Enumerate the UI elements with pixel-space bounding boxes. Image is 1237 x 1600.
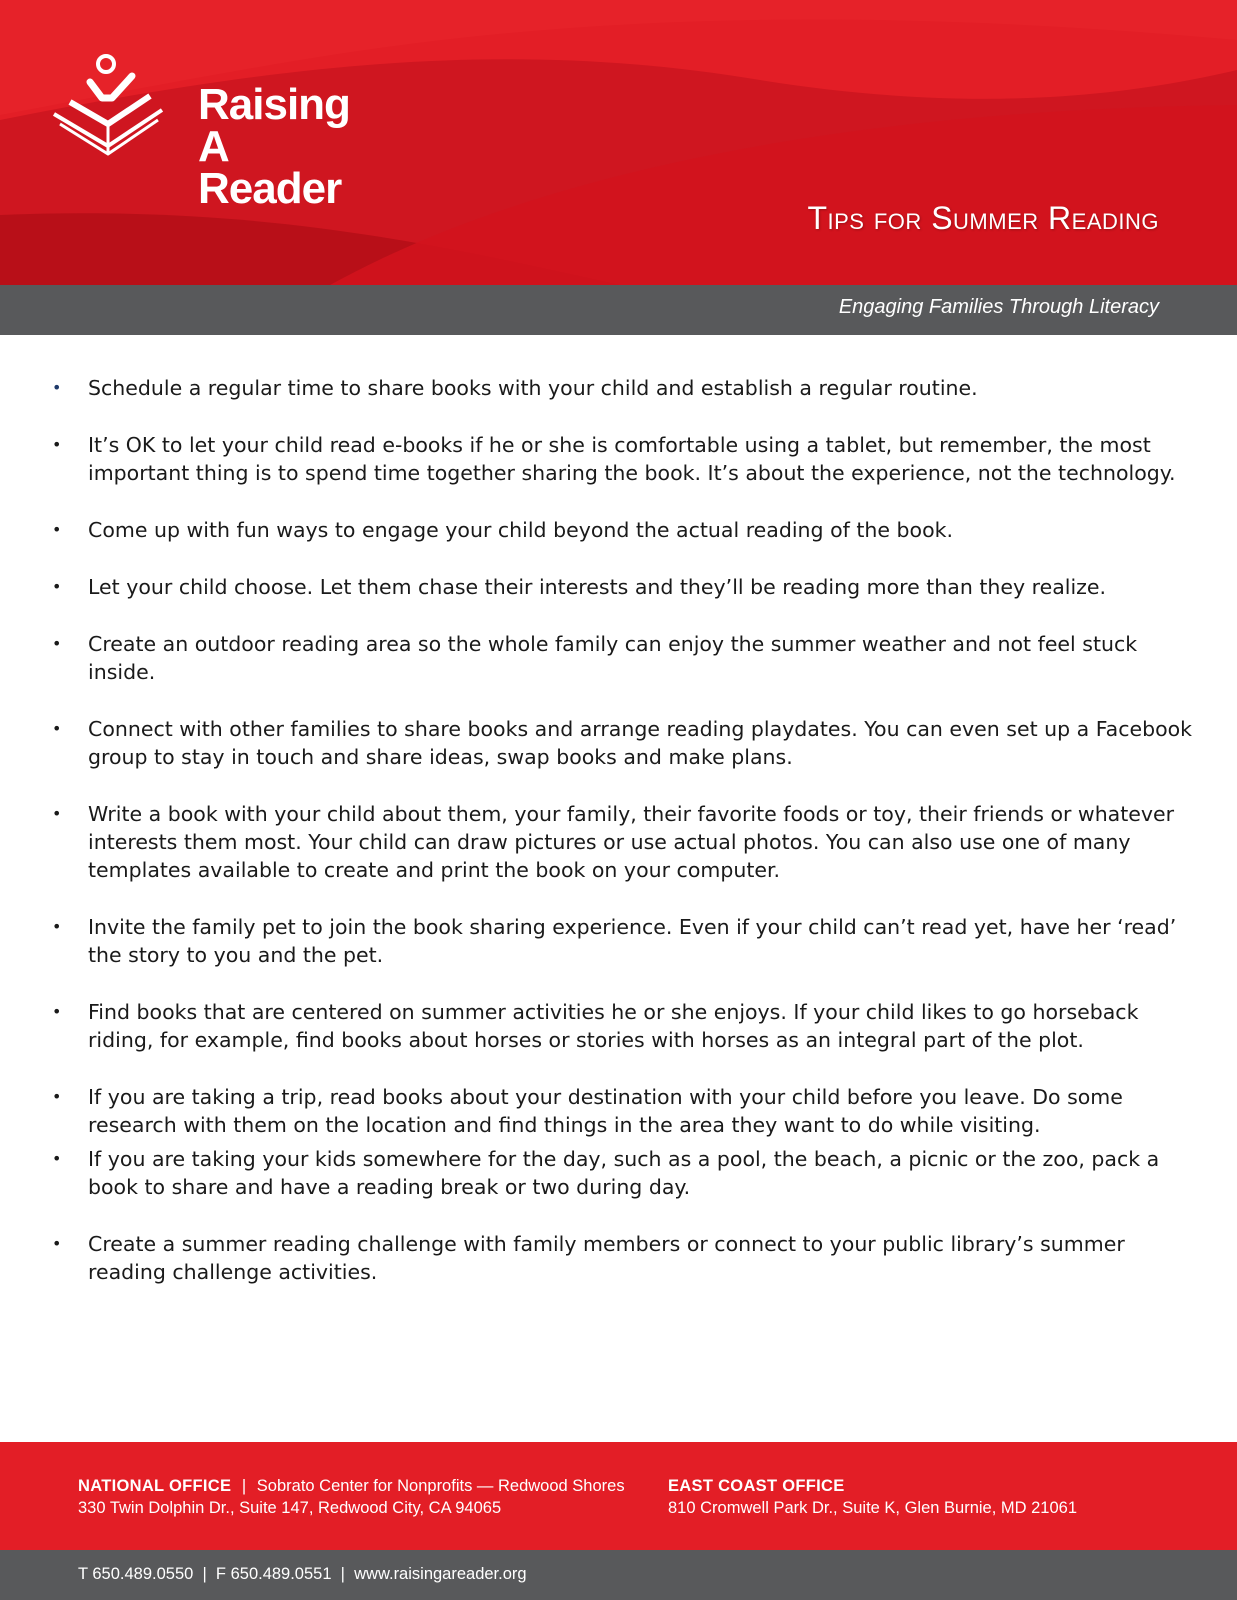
- logo-wordmark: [198, 80, 350, 213]
- raising-a-reader-logo: [50, 54, 350, 213]
- tip-text: Schedule a regular time to share books with your child and establish a regular routine.: [88, 376, 978, 400]
- tip-text: Write a book with your child about them, your family, their favorite foods or toy, their friends or whatever interests them most. Your child can draw pictures or use actual photos. You can also use one of many templates available to create and print the book on your computer.: [88, 802, 1175, 882]
- bullet-icon: [52, 1230, 72, 1258]
- bullet-icon: [52, 1145, 72, 1173]
- tagline-bar: [0, 285, 1237, 335]
- list-item: [52, 1083, 1202, 1139]
- bullet-icon: [52, 998, 72, 1026]
- list-item: [52, 913, 1202, 969]
- bullet-icon: [52, 913, 72, 941]
- page-title: Tips for Summer Reading: [807, 200, 1159, 236]
- tagline: Engaging Families Through Literacy: [838, 296, 1159, 318]
- contact-info: T 650.489.0550 | F 650.489.0551 | www.raisingareader.org: [78, 1565, 527, 1583]
- list-item: [52, 998, 1202, 1054]
- tip-text: Connect with other families to share books and arrange reading playdates. You can even set up a Facebook group to stay in touch and share ideas, swap books and make plans.: [88, 717, 1193, 769]
- tip-text: Come up with fun ways to engage your child beyond the actual reading of the book.: [88, 518, 953, 542]
- tip-text: Find books that are centered on summer activities he or she enjoys. If your child likes to go horseback riding, for example, find books about horses or stories with horses as an integral part of the plot.: [88, 1000, 1139, 1052]
- bullet-icon: [52, 573, 72, 601]
- list-item: [52, 800, 1202, 884]
- tip-text: Create an outdoor reading area so the whole family can enjoy the summer weather and not feel stuck inside.: [88, 632, 1138, 684]
- tip-text: Let your child choose. Let them chase their interests and they’ll be reading more than they realize.: [88, 575, 1107, 599]
- bullet-icon: [52, 516, 72, 544]
- bullet-icon: [52, 1083, 72, 1111]
- east-coast-office-label: EAST COAST OFFICE: [668, 1477, 845, 1495]
- tip-text: Create a summer reading challenge with family members or connect to your public library’s summer reading challenge activities.: [88, 1232, 1125, 1284]
- national-office-label: NATIONAL OFFICE: [78, 1477, 232, 1495]
- bullet-icon: [52, 800, 72, 828]
- bullet-icon: [52, 431, 72, 459]
- reader-book-icon: [50, 54, 180, 164]
- footer-separator: |: [241, 1477, 247, 1495]
- bullet-icon: [52, 715, 72, 743]
- tip-text: If you are taking a trip, read books about your destination with your child before you leave. Do some research with them on the location and find things in the area they want to do while visiting.: [88, 1085, 1123, 1137]
- list-item: [52, 516, 1202, 544]
- national-office-address: 330 Twin Dolphin Dr., Suite 147, Redwood City, CA 94065: [78, 1499, 502, 1517]
- tip-text: Invite the family pet to join the book sharing experience. Even if your child can’t read yet, have her ‘read’ the story to you and the pet.: [88, 915, 1177, 967]
- logo-line-1: Raising: [198, 80, 350, 129]
- bullet-icon: [52, 374, 72, 402]
- list-item: [52, 374, 1202, 402]
- list-item: [52, 1230, 1202, 1286]
- list-item: [52, 715, 1202, 771]
- east-coast-office: [668, 1475, 1077, 1519]
- tip-text: It’s OK to let your child read e-books if he or she is comfortable using a tablet, but remember, the most important thing is to spend time together sharing the book. It’s about the experience, not the technology.: [88, 433, 1176, 485]
- tip-text: If you are taking your kids somewhere for the day, such as a pool, the beach, a picnic or the zoo, pack a book to share and have a reading break or two during day.: [88, 1147, 1160, 1199]
- bullet-icon: [52, 630, 72, 658]
- page-footer: [0, 1442, 1237, 1550]
- list-item: [52, 630, 1202, 686]
- list-item: [52, 573, 1202, 601]
- list-item: [52, 1145, 1202, 1201]
- national-office: [78, 1475, 625, 1519]
- logo-line-2: A Reader: [198, 122, 342, 213]
- page-header: [0, 0, 1237, 285]
- east-coast-office-address: 810 Cromwell Park Dr., Suite K, Glen Burnie, MD 21061: [668, 1499, 1078, 1517]
- national-office-name: Sobrato Center for Nonprofits — Redwood Shores: [256, 1477, 625, 1495]
- contact-bar: [0, 1550, 1237, 1600]
- list-item: [52, 431, 1202, 487]
- tips-list: [52, 374, 1202, 1286]
